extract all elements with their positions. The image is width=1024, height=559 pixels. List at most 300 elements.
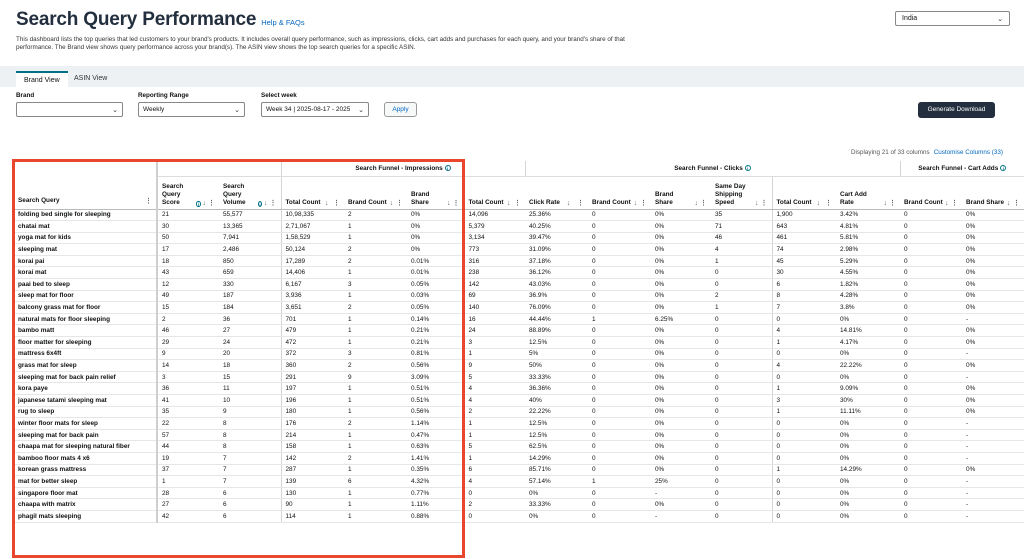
table-cell: 0 (711, 406, 772, 418)
table-cell: 76.09% (525, 302, 588, 314)
table-row[interactable] (14, 244, 1024, 256)
sort-arrow-icon[interactable]: ↓ (816, 199, 821, 207)
table-cell: 0 (588, 383, 651, 395)
header-search-query[interactable] (14, 161, 157, 209)
table-cell: 0 (900, 510, 962, 522)
table-cell: 176 (281, 418, 344, 430)
table-cell: 45 (772, 255, 836, 267)
table-row[interactable] (14, 395, 1024, 407)
table-cell: 0% (962, 406, 1024, 418)
table-cell: 24 (464, 325, 525, 337)
table-cell: - (962, 510, 1024, 522)
table-cell: 3 (464, 337, 525, 349)
table-cell: 2.98% (836, 244, 900, 256)
table-row[interactable] (14, 371, 1024, 383)
table-cell: 0.01% (407, 255, 464, 267)
table-cell: 0 (711, 313, 772, 325)
column-header[interactable] (219, 176, 281, 209)
table-cell: 1 (588, 476, 651, 488)
table-cell: 0% (836, 476, 900, 488)
sort-arrow-icon[interactable]: ↓ (755, 199, 759, 207)
table-cell: 0 (900, 452, 962, 464)
table-cell: 0% (962, 360, 1024, 372)
table-cell: 49 (157, 290, 219, 302)
more-options-icon[interactable]: ⋮ (395, 199, 403, 207)
table-row[interactable] (14, 279, 1024, 291)
country-select[interactable] (895, 11, 1010, 26)
header-label: Brand Count (904, 198, 943, 206)
sort-arrow-icon[interactable]: ↓ (1006, 199, 1011, 207)
table-cell: 0% (651, 348, 711, 360)
table-cell: 1 (344, 429, 407, 441)
table-cell: 9 (464, 360, 525, 372)
column-header[interactable] (711, 176, 772, 209)
more-options-icon[interactable]: ⋮ (889, 199, 897, 207)
table-cell: 22 (157, 418, 219, 430)
table-cell: 0 (588, 209, 651, 221)
table-cell: 3.09% (407, 371, 464, 383)
table-row[interactable] (14, 487, 1024, 499)
table-cell: 0% (407, 209, 464, 221)
table-cell: 0% (962, 383, 1024, 395)
sort-arrow-icon[interactable]: ↓ (389, 199, 394, 207)
table-cell: 2 (344, 244, 407, 256)
table-cell: 22.22% (836, 360, 900, 372)
table-row[interactable] (14, 418, 1024, 430)
more-options-icon[interactable]: ⋮ (145, 197, 152, 205)
table-cell: 372 (281, 348, 344, 360)
table-cell: 316 (464, 255, 525, 267)
table-cell: 0 (711, 452, 772, 464)
table-cell: 0 (900, 244, 962, 256)
table-cell: 0% (651, 337, 711, 349)
table-cell: 27 (219, 325, 281, 337)
search-query-cell: japanese tatami sleeping mat (14, 395, 157, 407)
table-cell: 0 (900, 267, 962, 279)
table-cell: 7,941 (219, 232, 281, 244)
table-row[interactable] (14, 221, 1024, 233)
group-header (525, 161, 900, 176)
table-row[interactable] (14, 452, 1024, 464)
sort-arrow-icon[interactable]: ↓ (566, 199, 571, 207)
table-cell: 0 (588, 499, 651, 511)
table-cell: 14,406 (281, 267, 344, 279)
table-cell: 36.36% (525, 383, 588, 395)
table-cell: 0 (900, 209, 962, 221)
table-row[interactable] (14, 255, 1024, 267)
table-cell: - (962, 313, 1024, 325)
table-cell: 0% (962, 337, 1024, 349)
table-row[interactable] (14, 441, 1024, 453)
table-cell: 0 (772, 348, 836, 360)
table-cell: 11 (219, 383, 281, 395)
column-header[interactable] (900, 176, 962, 209)
table-cell: 0 (900, 476, 962, 488)
table-cell: 0 (588, 267, 651, 279)
table-cell: - (651, 510, 711, 522)
table-cell: 0% (962, 302, 1024, 314)
table-cell: 0 (900, 221, 962, 233)
search-query-cell: phagil mats sleeping (14, 510, 157, 522)
table-cell: 0 (772, 476, 836, 488)
table-cell: 0 (772, 452, 836, 464)
table-cell: 0 (711, 429, 772, 441)
table-cell: 16 (464, 313, 525, 325)
column-header[interactable] (281, 176, 344, 209)
table-cell: 9 (157, 348, 219, 360)
table-cell: 0 (711, 337, 772, 349)
table-cell: 36.9% (525, 290, 588, 302)
sort-arrow-icon[interactable]: ↓ (202, 199, 206, 207)
table-row[interactable] (14, 232, 1024, 244)
header-label: Total Count (776, 198, 812, 206)
table-cell: 85.71% (525, 464, 588, 476)
table-cell: 0% (651, 244, 711, 256)
column-header[interactable] (772, 176, 836, 209)
table-cell: 41 (157, 395, 219, 407)
table-cell: 5.81% (836, 232, 900, 244)
table-row[interactable] (14, 337, 1024, 349)
table-cell: 44.44% (525, 313, 588, 325)
more-options-icon[interactable]: ⋮ (333, 199, 340, 207)
info-icon[interactable]: i (745, 165, 751, 171)
table-cell: 14 (157, 360, 219, 372)
table-cell: - (962, 429, 1024, 441)
reporting-range-select[interactable] (138, 102, 245, 117)
search-query-cell: chatai mat (14, 221, 157, 233)
table-cell: 0% (651, 406, 711, 418)
select-week-label: Select week (261, 92, 297, 99)
table-row[interactable] (14, 429, 1024, 441)
table-cell: 214 (281, 429, 344, 441)
info-icon[interactable]: i (1000, 165, 1006, 171)
table-cell: 39.47% (525, 232, 588, 244)
table-cell: 8 (219, 418, 281, 430)
table-cell: 0 (900, 232, 962, 244)
table-cell: 0 (711, 476, 772, 488)
column-header[interactable] (525, 176, 588, 209)
brand-select[interactable] (16, 102, 123, 117)
country-value: India (902, 15, 918, 22)
table-cell: 2 (711, 290, 772, 302)
chevron-down-icon: ⌄ (997, 15, 1003, 23)
table-cell: 0 (900, 395, 962, 407)
more-options-icon[interactable]: ⋮ (208, 199, 215, 207)
table-cell: 2 (344, 360, 407, 372)
table-cell: 1 (344, 464, 407, 476)
table-cell: 0 (772, 499, 836, 511)
table-cell: 180 (281, 406, 344, 418)
more-options-icon[interactable]: ⋮ (269, 199, 277, 207)
apply-button[interactable]: Apply (384, 102, 417, 117)
table-cell: 0 (711, 383, 772, 395)
table-cell: 3,936 (281, 290, 344, 302)
table-cell: 4 (464, 395, 525, 407)
more-options-icon[interactable]: ⋮ (639, 199, 647, 207)
table-cell: 0 (900, 464, 962, 476)
table-row[interactable] (14, 406, 1024, 418)
header-label: Brand Share (411, 190, 430, 206)
table-cell: 0.63% (407, 441, 464, 453)
table-cell: 0% (962, 232, 1024, 244)
more-options-icon[interactable]: ⋮ (951, 199, 958, 207)
table-cell: 0 (900, 290, 962, 302)
table-cell: 1 (344, 383, 407, 395)
table-row[interactable] (14, 499, 1024, 511)
chevron-down-icon: ⌄ (234, 106, 240, 114)
column-header[interactable] (407, 176, 464, 209)
help-faqs-link[interactable]: Help & FAQs (261, 18, 305, 27)
search-query-cell: folding bed single for sleeping (14, 209, 157, 221)
table-cell: 12.5% (525, 429, 588, 441)
info-icon[interactable]: i (197, 201, 200, 207)
more-options-icon[interactable]: ⋮ (1013, 199, 1020, 207)
table-cell: 1,58,529 (281, 232, 344, 244)
header-label: Total Count (285, 198, 321, 206)
header-label: Click Rate (529, 198, 560, 206)
table-cell: 0% (651, 290, 711, 302)
table-cell: 0 (588, 395, 651, 407)
tab-brand-view[interactable]: Brand View (16, 71, 68, 87)
table-cell: - (651, 487, 711, 499)
table-row[interactable] (14, 209, 1024, 221)
table-cell: 0% (962, 209, 1024, 221)
table-row[interactable] (14, 510, 1024, 522)
table-cell: 0.88% (407, 510, 464, 522)
table-cell: 0 (711, 510, 772, 522)
table-cell: 0 (900, 429, 962, 441)
table-cell: 1 (344, 313, 407, 325)
table-cell: 33.33% (525, 499, 588, 511)
table-cell: 0 (711, 418, 772, 430)
table-cell: 1 (344, 499, 407, 511)
table-row[interactable] (14, 313, 1024, 325)
search-query-cell: korean grass mattress (14, 464, 157, 476)
group-header (900, 161, 1024, 176)
select-week-select[interactable] (261, 102, 369, 117)
column-header[interactable] (962, 176, 1024, 209)
more-options-icon[interactable]: ⋮ (700, 199, 707, 207)
table-cell: 43 (157, 267, 219, 279)
table-cell: 6.25% (651, 313, 711, 325)
table-cell: 0% (962, 267, 1024, 279)
chevron-down-icon: ⌄ (112, 106, 118, 114)
filter-bar (0, 90, 1024, 130)
info-icon[interactable]: i (445, 165, 451, 171)
search-query-cell: chaapa with matrix (14, 499, 157, 511)
table-cell: 0 (588, 221, 651, 233)
table-cell: 0 (900, 325, 962, 337)
table-cell: 29 (157, 337, 219, 349)
table-cell: 4 (772, 360, 836, 372)
table-cell: 57.14% (525, 476, 588, 488)
sort-arrow-icon[interactable]: ↓ (694, 199, 698, 207)
table-row[interactable] (14, 476, 1024, 488)
table-cell: 30% (836, 395, 900, 407)
table-cell: 0.21% (407, 325, 464, 337)
table-cell: 0 (588, 325, 651, 337)
table-cell: 0 (900, 371, 962, 383)
table-cell: 0.21% (407, 337, 464, 349)
table-cell: 0 (900, 499, 962, 511)
table-cell: 17 (157, 244, 219, 256)
sort-arrow-icon[interactable]: ↓ (325, 199, 329, 207)
column-header[interactable] (464, 176, 525, 209)
table-row[interactable] (14, 383, 1024, 395)
table-cell: 142 (281, 452, 344, 464)
table-cell: 50,124 (281, 244, 344, 256)
table-cell: 0 (711, 279, 772, 291)
table-cell: 0% (836, 348, 900, 360)
table-cell: 33.33% (525, 371, 588, 383)
table-cell: 0 (772, 487, 836, 499)
table-cell: 0% (836, 510, 900, 522)
table-cell: 0% (836, 441, 900, 453)
table-row[interactable] (14, 267, 1024, 279)
sort-arrow-icon[interactable]: ↓ (447, 199, 451, 207)
table-cell: 35 (711, 209, 772, 221)
sort-arrow-icon[interactable]: ↓ (507, 199, 511, 207)
search-query-cell: balcony grass mat for floor (14, 302, 157, 314)
table-cell: 1 (157, 476, 219, 488)
sort-arrow-icon[interactable]: ↓ (264, 199, 268, 207)
search-query-cell: paai bed to sleep (14, 279, 157, 291)
sort-arrow-icon[interactable]: ↓ (633, 199, 638, 207)
table-cell: 0 (711, 267, 772, 279)
table-cell: 140 (464, 302, 525, 314)
more-options-icon[interactable]: ⋮ (825, 199, 832, 207)
table-cell: 196 (281, 395, 344, 407)
table-cell: 0 (711, 441, 772, 453)
table-cell: 0% (836, 499, 900, 511)
table-cell: 0% (651, 255, 711, 267)
table-cell: 14.29% (836, 464, 900, 476)
table-cell: 0.03% (407, 290, 464, 302)
column-header[interactable] (344, 176, 407, 209)
column-header[interactable] (588, 176, 651, 209)
table-cell: 18 (157, 255, 219, 267)
generate-download-button[interactable]: Generate Download (918, 102, 995, 118)
table-cell: 9 (344, 371, 407, 383)
table-cell: 43.03% (525, 279, 588, 291)
sort-arrow-icon[interactable]: ↓ (883, 199, 888, 207)
search-query-cell: grass mat for sleep (14, 360, 157, 372)
table-cell: 0 (711, 487, 772, 499)
table-cell: 0% (651, 209, 711, 221)
columns-info (851, 149, 1003, 156)
page-description: This dashboard lists the top queries that led customers to your brand's products. It includes overall query performance, such as impressions, clicks, cart adds and purchases for each query, and your brand's share of that performance. The Brand view shows query performance across your brand(s). The ASIN view shows the top search queries for a specific ASIN. (16, 36, 625, 52)
column-header[interactable] (651, 176, 711, 209)
table-cell: 0% (651, 221, 711, 233)
table-cell: 1 (711, 302, 772, 314)
table-cell: 4.55% (836, 267, 900, 279)
table-cell: 1 (344, 441, 407, 453)
table-cell: - (962, 487, 1024, 499)
customise-columns-link[interactable]: Customise Columns (33) (933, 149, 1003, 156)
table-cell: 0% (651, 499, 711, 511)
table-cell: 0 (900, 418, 962, 430)
search-query-cell: sleeping mat for back pain relief (14, 371, 157, 383)
table-cell: 5% (525, 348, 588, 360)
column-header[interactable] (157, 176, 219, 209)
table-cell: 0 (900, 383, 962, 395)
table-cell: 4 (464, 476, 525, 488)
table-cell: 2 (344, 418, 407, 430)
table-cell: 0 (588, 441, 651, 453)
table-cell: 2 (344, 209, 407, 221)
table-cell: 24 (219, 337, 281, 349)
table-cell: 0 (711, 325, 772, 337)
table-row[interactable] (14, 360, 1024, 372)
more-options-icon[interactable]: ⋮ (577, 199, 584, 207)
more-options-icon[interactable]: ⋮ (452, 199, 460, 207)
table-cell: 1 (772, 337, 836, 349)
table-cell: 461 (772, 232, 836, 244)
table-cell: 55,577 (219, 209, 281, 221)
table-cell: 0 (900, 313, 962, 325)
table-cell: 330 (219, 279, 281, 291)
table-cell: 7 (219, 464, 281, 476)
table-cell: 11.11% (836, 406, 900, 418)
search-query-cell: sleep mat for floor (14, 290, 157, 302)
table-row[interactable] (14, 290, 1024, 302)
table-cell: 5,379 (464, 221, 525, 233)
info-icon[interactable]: i (259, 201, 261, 207)
table-cell: 0% (836, 452, 900, 464)
table-cell: 1 (464, 418, 525, 430)
table-row[interactable] (14, 348, 1024, 360)
table-cell: 197 (281, 383, 344, 395)
header-label: Search Query Volume (223, 182, 246, 206)
table-cell: 3,134 (464, 232, 525, 244)
table-cell: 36.12% (525, 267, 588, 279)
table-cell: 0.47% (407, 429, 464, 441)
table-cell: 1 (772, 406, 836, 418)
column-header[interactable] (836, 176, 900, 209)
table-cell: 6,167 (281, 279, 344, 291)
table-cell: 1 (464, 348, 525, 360)
more-options-icon[interactable]: ⋮ (514, 199, 521, 207)
table-row[interactable] (14, 325, 1024, 337)
query-table-container[interactable] (14, 161, 1024, 559)
sort-arrow-icon[interactable]: ↓ (945, 199, 949, 207)
table-cell: 19 (157, 452, 219, 464)
tab-asin-view[interactable]: ASIN View (74, 75, 108, 82)
search-query-cell: chaapa mat for sleeping natural fiber (14, 441, 157, 453)
table-cell: 291 (281, 371, 344, 383)
table-cell: 37.18% (525, 255, 588, 267)
group-header (281, 161, 525, 176)
table-cell: 20 (219, 348, 281, 360)
table-cell: 0.05% (407, 279, 464, 291)
table-cell: 1.11% (407, 499, 464, 511)
table-cell: 4 (711, 244, 772, 256)
table-cell: 0 (900, 255, 962, 267)
table-cell: 1 (344, 325, 407, 337)
table-cell: 17,289 (281, 255, 344, 267)
table-cell: 0% (962, 221, 1024, 233)
table-cell: 0 (900, 360, 962, 372)
table-row[interactable] (14, 464, 1024, 476)
table-cell: 4.81% (836, 221, 900, 233)
table-cell: - (962, 452, 1024, 464)
table-row[interactable] (14, 302, 1024, 314)
more-options-icon[interactable]: ⋮ (760, 199, 768, 207)
header-label: Search Query Score (162, 182, 184, 206)
table-cell: 9 (219, 406, 281, 418)
table-cell: 22.22% (525, 406, 588, 418)
header-label: Brand Share (966, 198, 1005, 206)
